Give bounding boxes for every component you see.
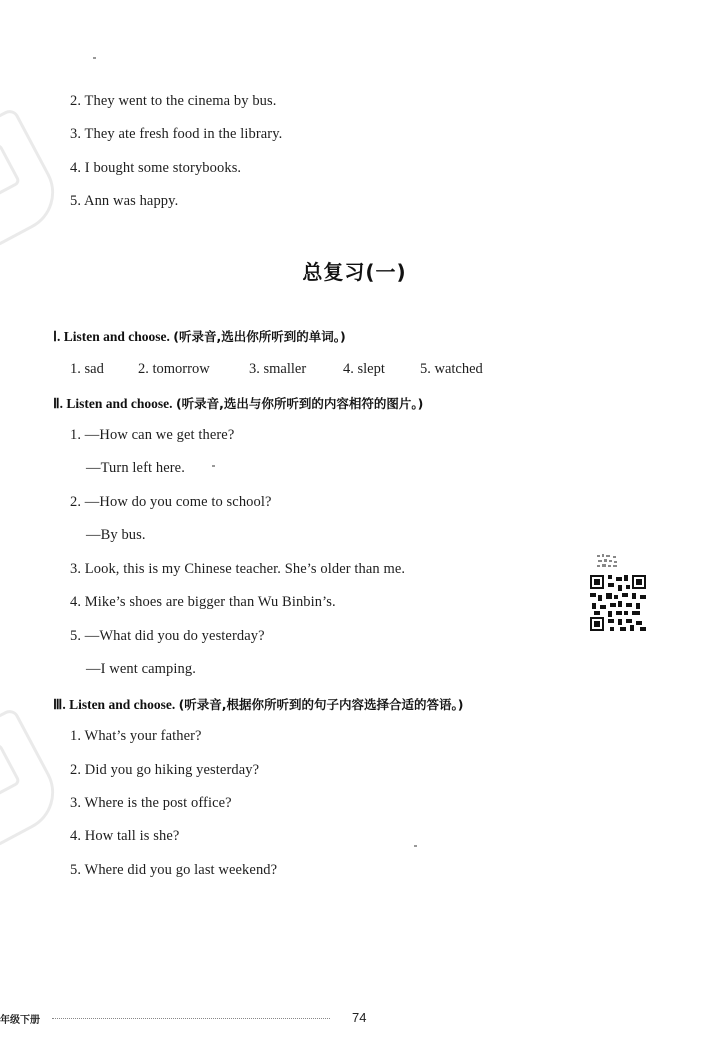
section-label: . Listen and choose. — [62, 697, 176, 712]
page-title: 总复习(一) — [302, 260, 407, 284]
footer-divider — [52, 1018, 330, 1019]
list-item: 1. —How can we get there? — [70, 427, 235, 443]
list-item: 2. —How do you come to school? — [70, 494, 272, 510]
watermark-icon — [0, 107, 68, 250]
list-item: 3. Where is the post office? — [70, 795, 232, 811]
list-item: —Turn left here. — [86, 460, 185, 476]
list-item: 2. They went to the cinema by bus. — [70, 93, 277, 109]
qr-code-icon[interactable] — [590, 575, 646, 631]
list-item: —I went camping. — [86, 661, 196, 677]
list-item: 2. Did you go hiking yesterday? — [70, 762, 260, 778]
scan-speck — [212, 465, 215, 467]
list-item: 3. Look, this is my Chinese teacher. She’s older than me. — [70, 561, 406, 577]
section-instruction: (听录音,根据你所听到的句子内容选择合适的答语。) — [178, 697, 464, 712]
scan-speck — [414, 845, 417, 847]
watermark-icon — [0, 707, 68, 850]
list-item: 4. Mike’s shoes are bigger than Wu Binbin’s. — [70, 594, 336, 610]
section-numeral: Ⅱ — [53, 396, 60, 411]
section-label: . Listen and choose. — [59, 396, 173, 411]
section-heading-2 — [53, 394, 423, 412]
section-numeral: Ⅲ — [53, 697, 63, 712]
section-numeral: Ⅰ — [53, 329, 57, 344]
word-choice: 5. watched — [420, 361, 483, 377]
word-choice: 2. tomorrow — [138, 361, 210, 377]
list-item: 4. I bought some storybooks. — [70, 160, 242, 176]
word-choice: 1. sad — [70, 361, 104, 377]
footer-grade-label: 年级下册 — [0, 1015, 40, 1026]
qr-label-icon — [596, 553, 620, 571]
scan-speck — [93, 57, 96, 59]
page-number: 74 — [352, 1010, 367, 1025]
section-label: . Listen and choose. — [56, 329, 170, 344]
section-instruction: (听录音,选出你所听到的单词。) — [173, 329, 346, 344]
word-choice: 4. slept — [343, 361, 385, 377]
list-item: —By bus. — [86, 527, 146, 543]
section-heading-1 — [53, 327, 346, 345]
list-item: 1. What’s your father? — [70, 728, 202, 744]
section-heading-3 — [53, 695, 464, 713]
list-item: 3. They ate fresh food in the library. — [70, 126, 283, 142]
word-choice: 3. smaller — [249, 361, 307, 377]
list-item: 4. How tall is she? — [70, 828, 180, 844]
section-instruction: (听录音,选出与你所听到的内容相符的图片。) — [175, 396, 424, 411]
list-item: 5. —What did you do yesterday? — [70, 628, 265, 644]
list-item: 5. Ann was happy. — [70, 193, 179, 209]
list-item: 5. Where did you go last weekend? — [70, 862, 278, 878]
